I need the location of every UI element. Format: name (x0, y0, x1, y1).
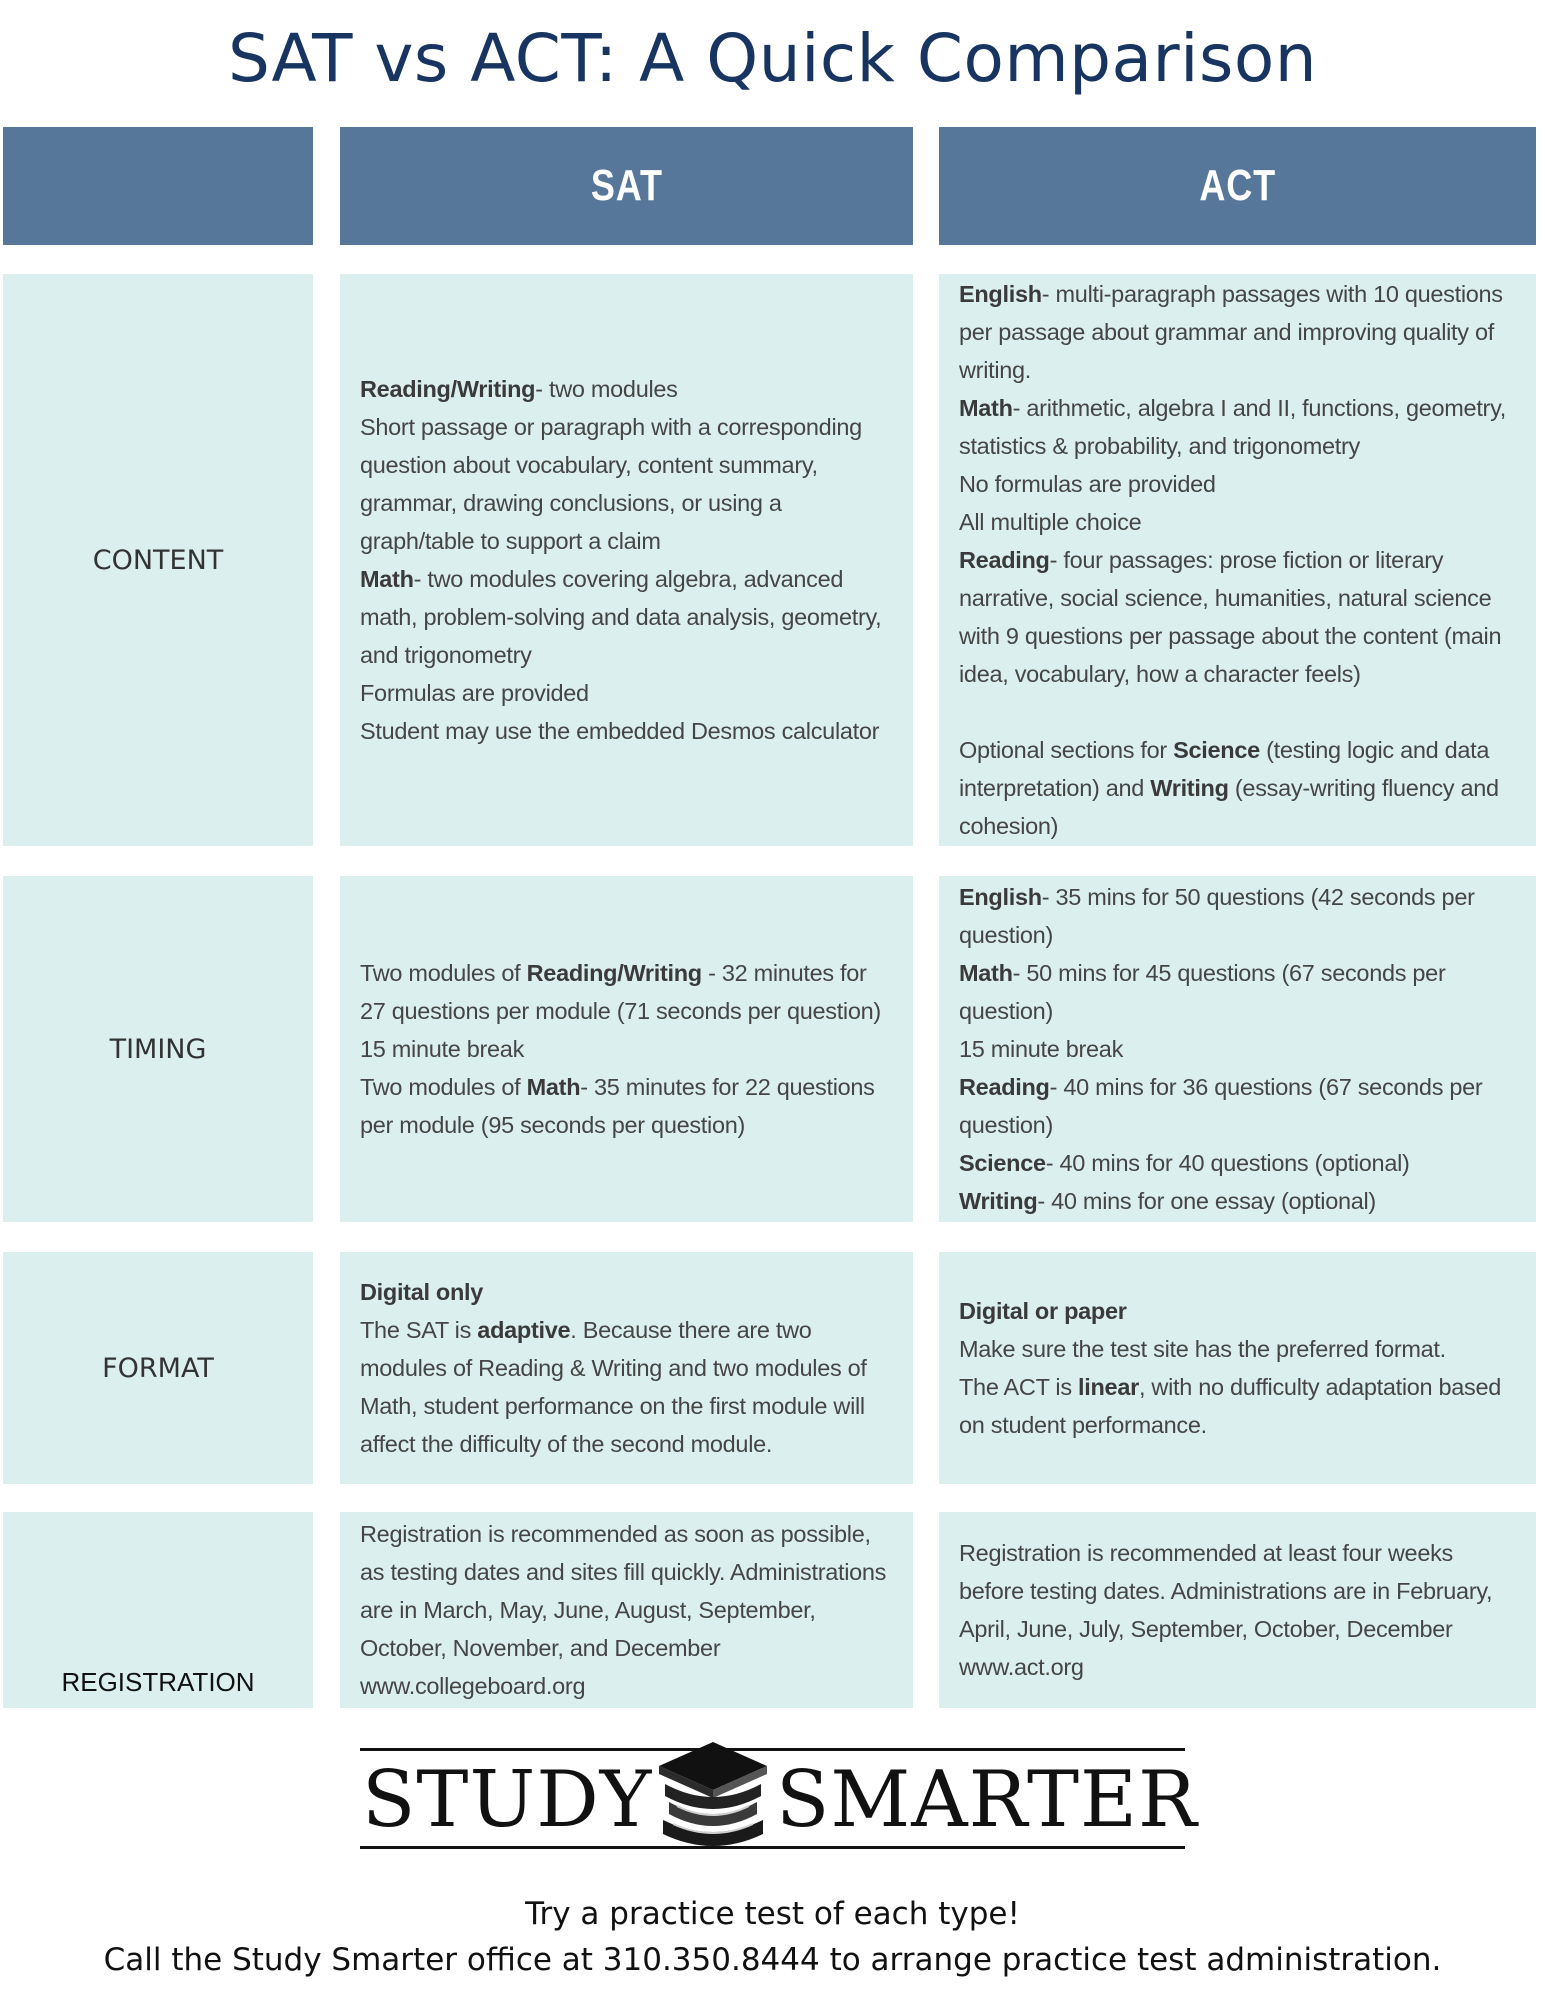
timing-act-cell (939, 876, 1536, 1222)
timing-sat-cell (340, 876, 913, 1222)
row-label-registration (3, 1512, 313, 1708)
row-label-content (3, 274, 313, 846)
timing-act-line: Writing- 40 mins for one essay (optional) (959, 1188, 1376, 1214)
footer-line-2: Call the Study Smarter office at 310.350.8444 to arrange practice test administration. (103, 1942, 1442, 1978)
content-sat-line: Student may use the embedded Desmos calculator (360, 718, 880, 744)
timing-sat-line: Two modules of Reading/Writing - 32 minutes for 27 questions per module (71 seconds per question) (360, 960, 881, 1024)
timing-sat-line: Two modules of Math- 35 minutes for 22 questions per module (95 seconds per question) (360, 1074, 875, 1138)
registration-act-cell (939, 1512, 1536, 1708)
content-sat-line: Formulas are provided (360, 680, 589, 706)
content-act-line: English- multi-paragraph passages with 10 questions per passage about grammar and improving quality of writing. (959, 281, 1503, 383)
timing-sat-line: 15 minute break (360, 1036, 525, 1062)
column-header-sat (340, 127, 913, 245)
content-act-optional: Optional sections for Science (testing logic and data interpretation) and Writing (essay-writing fluency and cohesion) (959, 737, 1499, 839)
header-blank-cell (3, 127, 313, 245)
row-label-registration-text: REGISTRATION (61, 1667, 255, 1697)
book-stack-icon (653, 1740, 771, 1860)
timing-act-line: Math- 50 mins for 45 questions (67 seconds per question) (959, 960, 1446, 1024)
content-act-line: No formulas are provided (959, 471, 1216, 497)
logo-bottom-rule (360, 1846, 1185, 1849)
column-header-sat-label: SAT (590, 161, 663, 210)
column-header-act-label: ACT (1199, 161, 1276, 210)
row-label-timing (3, 876, 313, 1222)
format-sat-heading: Digital only (360, 1279, 484, 1305)
format-act-text: The ACT is linear, with no dufficulty adaptation based on student performance. (959, 1374, 1502, 1438)
content-sat-line: Math- two modules covering algebra, advanced math, problem-solving and data analysis, geometry, and trigonometry (360, 566, 882, 668)
row-label-timing-text: TIMING (109, 1033, 207, 1065)
timing-act-line: 15 minute break (959, 1036, 1124, 1062)
content-act-line: All multiple choice (959, 509, 1142, 535)
logo-top-rule (360, 1748, 1185, 1751)
content-sat-line: Short passage or paragraph with a corresponding question about vocabulary, content summary, grammar, drawing conclusions, or using a graph/table to support a claim (360, 414, 862, 554)
content-act-cell (939, 274, 1536, 846)
format-act-cell (939, 1252, 1536, 1484)
format-sat-text: The SAT is adaptive. Because there are two modules of Reading & Writing and two modules of Math, student performance on the first module will affect the difficulty of the second module. (360, 1317, 867, 1457)
registration-sat-text: Registration is recommended as soon as possible, as testing dates and sites fill quickly. Administrations are in March, May, June, August, September, October, November, and December www.collegeboard.org (360, 1521, 893, 1699)
timing-act-line: English- 35 mins for 50 questions (42 seconds per question) (959, 884, 1475, 948)
timing-act-line: Reading- 40 mins for 36 questions (67 seconds per question) (959, 1074, 1483, 1138)
row-label-content-text: CONTENT (92, 544, 224, 576)
content-act-line: Reading- four passages: prose fiction or literary narrative, social science, humanities, natural science with 9 questions per passage about the content (main idea, vocabulary, how a character feels) (959, 547, 1502, 687)
format-act-line: Make sure the test site has the preferred format. (959, 1336, 1446, 1362)
content-act-line: Math- arithmetic, algebra I and II, functions, geometry, statistics & probability, and trigonometry (959, 395, 1507, 459)
logo-word-left: STUDY (362, 1755, 653, 1845)
format-sat-cell (340, 1252, 913, 1484)
column-header-act (939, 127, 1536, 245)
registration-act-text: Registration is recommended at least four weeks before testing dates. Administrations are in February, April, June, July, September, October, December www.act.org (959, 1540, 1498, 1680)
page-title: SAT vs ACT: A Quick Comparison (227, 20, 1318, 97)
study-smarter-logo (360, 1740, 1198, 1860)
timing-act-line: Science- 40 mins for 40 questions (optional) (959, 1150, 1410, 1176)
content-sat-cell (340, 274, 913, 846)
logo-word-right: SMARTER (776, 1755, 1198, 1845)
footer-line-1: Try a practice test of each type! (525, 1896, 1020, 1932)
content-sat-line: Reading/Writing- two modules (360, 376, 678, 402)
row-label-format (3, 1252, 313, 1484)
row-label-format-text: FORMAT (102, 1352, 214, 1384)
format-act-heading: Digital or paper (959, 1298, 1127, 1324)
registration-sat-cell (340, 1512, 913, 1708)
